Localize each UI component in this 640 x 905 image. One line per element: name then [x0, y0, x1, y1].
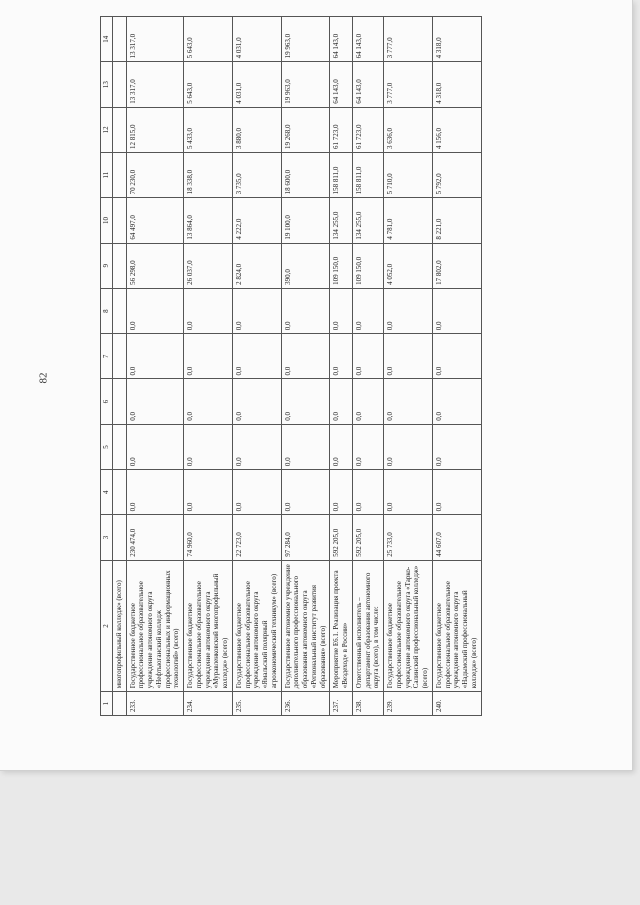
value-cell: 134 255,0: [330, 198, 353, 243]
row-name: Государственное автономное учреждение дополнительного профессионального образования автономного округа «Региональный институт развития образования» (всего): [281, 560, 330, 692]
value-cell: 4 052,0: [384, 243, 433, 288]
value-cell: 13 317,0: [126, 62, 184, 107]
row-name: многопрофильный колледж» (всего): [112, 560, 126, 692]
value-cell: 5 643,0: [184, 62, 233, 107]
value-cell: 0,0: [126, 379, 184, 424]
value-cell: 0,0: [232, 334, 281, 379]
value-cell: 109 150,0: [352, 243, 383, 288]
value-cell: 56 298,0: [126, 243, 184, 288]
value-cell: [112, 198, 126, 243]
value-cell: 0,0: [330, 470, 353, 515]
value-cell: [112, 515, 126, 560]
value-cell: 0,0: [232, 379, 281, 424]
value-cell: [112, 379, 126, 424]
value-cell: [112, 470, 126, 515]
value-cell: 74 960,0: [184, 515, 233, 560]
value-cell: 592 205,0: [330, 515, 353, 560]
value-cell: 4 031,0: [232, 62, 281, 107]
value-cell: 0,0: [281, 334, 330, 379]
value-cell: 158 811,0: [352, 153, 383, 198]
header-cell: 8: [101, 288, 113, 333]
value-cell: 4 222,0: [232, 198, 281, 243]
rotated-table-wrapper: [100, 16, 630, 716]
row-number: 238.: [352, 692, 383, 716]
value-cell: 25 733,0: [384, 515, 433, 560]
value-cell: 61 723,0: [330, 107, 353, 152]
value-cell: 22 723,0: [232, 515, 281, 560]
header-cell: 5: [101, 424, 113, 469]
value-cell: 0,0: [232, 288, 281, 333]
header-cell: 4: [101, 470, 113, 515]
value-cell: 64 143,0: [330, 17, 353, 62]
value-cell: 19 100,0: [281, 198, 330, 243]
value-cell: 0,0: [281, 470, 330, 515]
header-cell: 7: [101, 334, 113, 379]
header-cell: 14: [101, 17, 113, 62]
table-row: [352, 17, 383, 716]
value-cell: 17 802,0: [432, 243, 481, 288]
value-cell: 134 255,0: [352, 198, 383, 243]
header-cell: 12: [101, 107, 113, 152]
value-cell: 158 811,0: [330, 153, 353, 198]
value-cell: 0,0: [352, 424, 383, 469]
value-cell: 0,0: [352, 379, 383, 424]
table-row: [432, 17, 481, 716]
value-cell: 3 735,0: [232, 153, 281, 198]
row-name: Государственное бюджетное профессиональное образовательное учреждение автономного округа «Ямальский полярный агроэкономический техникум» (всего): [232, 560, 281, 692]
value-cell: 0,0: [352, 334, 383, 379]
value-cell: 5 433,0: [184, 107, 233, 152]
value-cell: 12 815,0: [126, 107, 184, 152]
table-row: [384, 17, 433, 716]
value-cell: 0,0: [330, 424, 353, 469]
value-cell: 0,0: [330, 379, 353, 424]
value-cell: 0,0: [432, 470, 481, 515]
value-cell: 19 268,0: [281, 107, 330, 152]
table-row: [281, 17, 330, 716]
value-cell: 4 318,0: [432, 17, 481, 62]
value-cell: 64 497,0: [126, 198, 184, 243]
value-cell: 3 880,0: [232, 107, 281, 152]
value-cell: [112, 107, 126, 152]
value-cell: 0,0: [432, 424, 481, 469]
value-cell: 0,0: [352, 470, 383, 515]
row-name: Ответственный исполнитель – департамент образования автономного округа (всего), в том числе:: [352, 560, 383, 692]
value-cell: [112, 62, 126, 107]
value-cell: 0,0: [232, 470, 281, 515]
value-cell: 0,0: [352, 288, 383, 333]
value-cell: 5 792,0: [432, 153, 481, 198]
value-cell: 26 037,0: [184, 243, 233, 288]
value-cell: 3 777,0: [384, 17, 433, 62]
value-cell: 0,0: [281, 424, 330, 469]
value-cell: 64 143,0: [352, 62, 383, 107]
value-cell: 0,0: [384, 379, 433, 424]
value-cell: 0,0: [126, 334, 184, 379]
value-cell: 4 031,0: [232, 17, 281, 62]
header-cell: 3: [101, 515, 113, 560]
header-cell: 1: [101, 692, 113, 716]
row-name: Государственное бюджетное профессиональное образовательное учреждение автономного округа «Нефтьюганский колледж профессиональных и информационных технологий» (всего): [126, 560, 184, 692]
value-cell: 0,0: [232, 424, 281, 469]
value-cell: [112, 243, 126, 288]
value-cell: 0,0: [281, 379, 330, 424]
value-cell: 0,0: [330, 334, 353, 379]
row-name: Государственное бюджетное профессиональное образовательное учреждение автономного округа «Надымский профессиональный колледж» (всего): [432, 560, 481, 692]
value-cell: 109 150,0: [330, 243, 353, 288]
value-cell: 19 963,0: [281, 17, 330, 62]
value-cell: 0,0: [432, 334, 481, 379]
header-cell: 11: [101, 153, 113, 198]
table-row: [330, 17, 353, 716]
row-name: Мероприятие Е6.1. Реализация проекта «Вездеход» в России»: [330, 560, 353, 692]
value-cell: 97 284,0: [281, 515, 330, 560]
value-cell: 61 723,0: [352, 107, 383, 152]
row-name: Государственное бюджетное профессиональное образовательное учреждение автономного округа «Тарко-Салинский профессиональный колледж» (всего): [384, 560, 433, 692]
value-cell: 0,0: [330, 288, 353, 333]
table-row: [126, 17, 184, 716]
row-number: 239.: [384, 692, 433, 716]
value-cell: 64 143,0: [352, 17, 383, 62]
value-cell: 70 230,0: [126, 153, 184, 198]
value-cell: 44 607,0: [432, 515, 481, 560]
row-name: Государственное бюджетное профессиональное образовательное учреждение автономного округа «Муравленковский многопрофильный колледж» (всего): [184, 560, 233, 692]
value-cell: 0,0: [126, 470, 184, 515]
value-cell: [112, 288, 126, 333]
value-cell: 3 636,0: [384, 107, 433, 152]
value-cell: 13 864,0: [184, 198, 233, 243]
value-cell: 4 318,0: [432, 62, 481, 107]
value-cell: [112, 153, 126, 198]
table-row: [184, 17, 233, 716]
value-cell: 0,0: [384, 424, 433, 469]
value-cell: [112, 424, 126, 469]
header-row: [101, 17, 113, 716]
value-cell: 0,0: [184, 470, 233, 515]
value-cell: [112, 334, 126, 379]
value-cell: 0,0: [432, 379, 481, 424]
row-number: 235.: [232, 692, 281, 716]
value-cell: 4 156,0: [432, 107, 481, 152]
value-cell: 0,0: [184, 288, 233, 333]
value-cell: 0,0: [384, 288, 433, 333]
row-number: 236.: [281, 692, 330, 716]
value-cell: 3 777,0: [384, 62, 433, 107]
value-cell: 592 205,0: [352, 515, 383, 560]
value-cell: 0,0: [184, 379, 233, 424]
value-cell: 13 317,0: [126, 17, 184, 62]
value-cell: 19 963,0: [281, 62, 330, 107]
row-number: [112, 692, 126, 716]
value-cell: 4 781,0: [384, 198, 433, 243]
budget-table: [100, 16, 482, 716]
value-cell: 5 710,0: [384, 153, 433, 198]
value-cell: 0,0: [184, 424, 233, 469]
value-cell: 0,0: [281, 288, 330, 333]
row-number: 233.: [126, 692, 184, 716]
value-cell: 64 143,0: [330, 62, 353, 107]
value-cell: 390,0: [281, 243, 330, 288]
value-cell: 230 474,0: [126, 515, 184, 560]
value-cell: 0,0: [126, 288, 184, 333]
value-cell: 18 338,0: [184, 153, 233, 198]
header-cell: 2: [101, 560, 113, 692]
header-cell: 9: [101, 243, 113, 288]
value-cell: [112, 17, 126, 62]
value-cell: 18 600,0: [281, 153, 330, 198]
page-number: 82: [37, 372, 50, 384]
value-cell: 5 643,0: [184, 17, 233, 62]
header-cell: 13: [101, 62, 113, 107]
table-row: [232, 17, 281, 716]
value-cell: 0,0: [432, 288, 481, 333]
row-number: 237.: [330, 692, 353, 716]
value-cell: 0,0: [126, 424, 184, 469]
value-cell: 8 221,0: [432, 198, 481, 243]
row-number: 234.: [184, 692, 233, 716]
row-number: 240.: [432, 692, 481, 716]
header-cell: 10: [101, 198, 113, 243]
value-cell: 0,0: [384, 334, 433, 379]
value-cell: 0,0: [184, 334, 233, 379]
value-cell: 0,0: [384, 470, 433, 515]
value-cell: 2 824,0: [232, 243, 281, 288]
header-cell: 6: [101, 379, 113, 424]
table-row: [112, 17, 126, 716]
